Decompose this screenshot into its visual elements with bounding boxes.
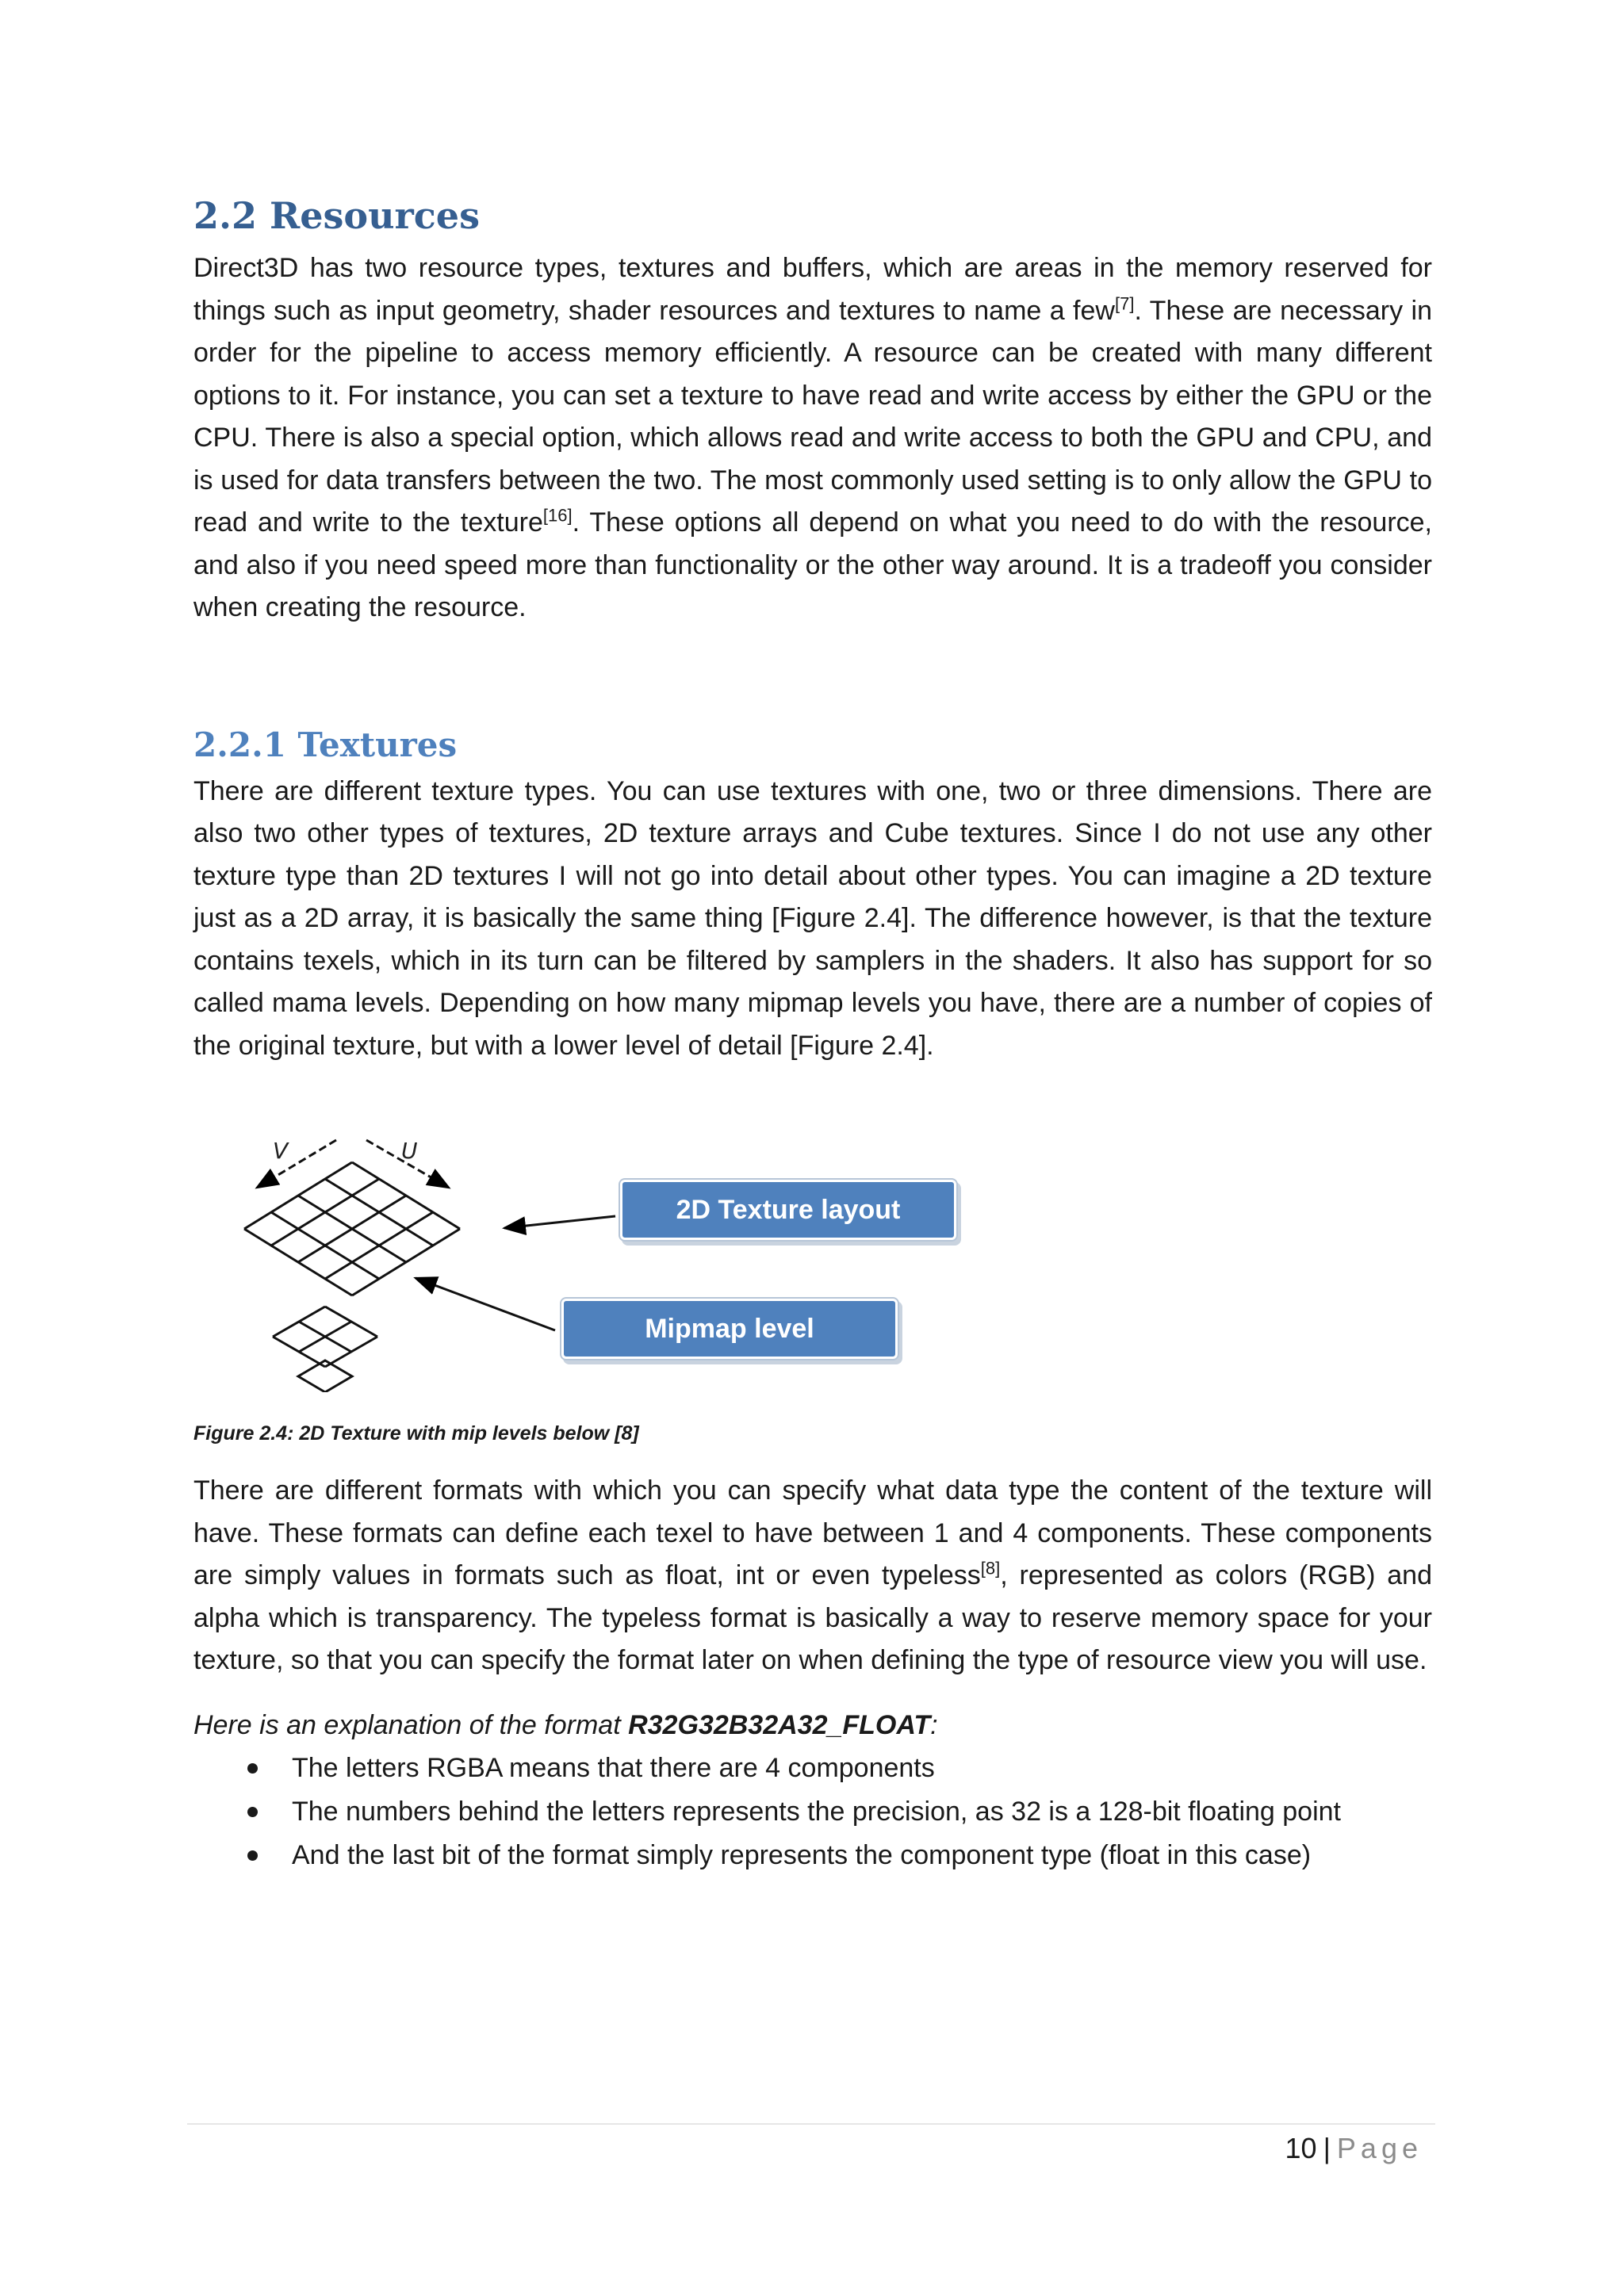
axis-label-u: U	[401, 1138, 418, 1164]
page-number: 10	[1285, 2132, 1317, 2164]
format-name: R32G32B32A32_FLOAT	[628, 1709, 931, 1740]
page-label: Page	[1336, 2132, 1423, 2164]
mipmap-leader-line	[416, 1278, 555, 1330]
layout-leader-line	[504, 1216, 615, 1228]
format-explanation-intro	[193, 1705, 1432, 1747]
list-item: And the last bit of the format simply represents the component type (float in this case)	[193, 1834, 1432, 1877]
list-item: The letters RGBA means that there are 4 components	[193, 1747, 1432, 1790]
format-intro-prefix: Here is an explanation of the format	[193, 1709, 629, 1740]
reference-16: [16]	[542, 505, 573, 526]
page-content	[193, 190, 1432, 1877]
mipmap-level-2	[298, 1360, 352, 1392]
subsection-heading: 2.2.1 Textures	[193, 725, 458, 764]
footer-divider	[187, 2123, 1435, 2125]
section-gap	[193, 629, 1432, 723]
texture-grid	[244, 1162, 460, 1295]
formats-text-a: There are different formats with which you can specify what data type the content of the texture will have. These formats can define each texel to have between 1 and 4 components. These components are simply values in formats such as float, int or even typeless	[193, 1475, 1432, 1590]
resources-text-a: Direct3D has two resource types, textures and buffers, which are areas in the memory reserved for things such as input geometry, shader resources and textures to name a few	[193, 253, 1432, 326]
page-footer	[1285, 2130, 1423, 2168]
footer-separator: |	[1323, 2132, 1331, 2164]
resources-paragraph	[193, 247, 1432, 629]
textures-paragraph: There are different texture types. You can use textures with one, two or three dimensions. There are also two other types of textures, 2D texture arrays and Cube textures. Since I do not use any other texture type than 2D textures I will not go into detail about other types. You can imagine a 2D texture just as a 2D array, it is basically the same thing [Figure 2.4]. The difference however, is that the texture contains texels, which in its turn can be filtered by samplers in the shaders. It also has support for so called mama levels. Depending on how many mipmap levels you have, there are a number of copies of the original texture, but with a lower level of detail [Figure 2.4].	[193, 775, 1432, 1061]
callout-2d-texture-layout: 2D Texture layout	[620, 1180, 956, 1240]
figure-2-4	[193, 1123, 1432, 1392]
formats-text-b: , represented as colors (RGB) and alpha which is transparency. The typeless format is basically a way to reserve memory space for your texture, so that you can specify the format later on when defining the type of resource view you will use.	[193, 1560, 1432, 1675]
mipmap-level-1	[273, 1307, 377, 1367]
format-intro-suffix: :	[930, 1709, 938, 1740]
callout-mipmap-level: Mipmap level	[561, 1299, 898, 1359]
formats-paragraph	[193, 1470, 1432, 1682]
reference-7: [7]	[1114, 293, 1135, 314]
list-item: The numbers behind the letters represents the precision, as 32 is a 128-bit floating point	[193, 1790, 1432, 1834]
format-bullet-list	[193, 1747, 1432, 1877]
figure-caption: Figure 2.4: 2D Texture with mip levels below [8]	[193, 1422, 639, 1445]
axis-label-v: V	[273, 1138, 289, 1164]
resources-text-c: . These options all depend on what you need to do with the resource, and also if you need speed more than functionality or the other way around. It is a tradeoff you consider when creating the resource.	[193, 507, 1432, 622]
resources-text-b: . These are necessary in order for the pipeline to access memory efficiently. A resource can be created with many different options to it. For instance, you can set a texture to have read and write access by either the GPU or the CPU. There is also a special option, which allows read and write access to both the GPU and CPU, and is used for data transfers between the two. The most commonly used setting is to only allow the GPU to read and write to the texture	[193, 295, 1432, 538]
section-heading: 2.2 Resources	[193, 194, 480, 237]
reference-8: [8]	[980, 1558, 1001, 1578]
